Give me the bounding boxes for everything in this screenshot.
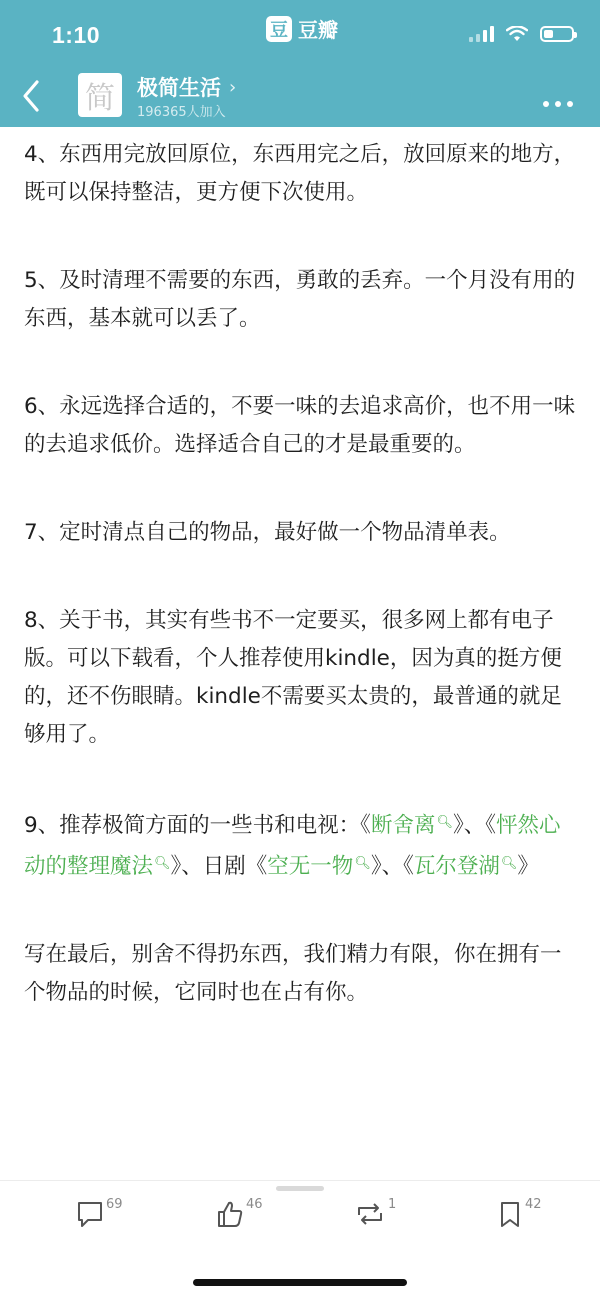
post-content	[24, 136, 580, 1062]
comment-button[interactable]	[76, 1199, 123, 1229]
group-title-link[interactable]	[137, 72, 236, 102]
app-badge	[266, 14, 338, 43]
comment-icon	[76, 1199, 104, 1229]
paragraph-9	[24, 804, 580, 886]
group-title: 极简生活	[137, 76, 221, 100]
collect-count: 42	[525, 1197, 542, 1212]
paragraph-9-sep: 》、日剧《	[170, 854, 268, 879]
chevron-left-icon	[18, 78, 48, 114]
search-icon: 🔍︎	[354, 856, 371, 871]
paragraph-4: 4、东西用完放回原位，东西用完之后，放回原来的地方，既可以保持整洁，更方便下次使用。	[24, 142, 576, 205]
top-header	[0, 0, 600, 127]
book-link-walden[interactable]	[414, 854, 518, 879]
drama-link-kongwuyiwu[interactable]	[267, 854, 371, 879]
book-link-label: 断舍离	[370, 813, 436, 838]
like-count: 46	[246, 1197, 263, 1212]
collect-button[interactable]	[497, 1199, 542, 1229]
more-button[interactable]	[542, 82, 574, 115]
home-indicator[interactable]	[193, 1279, 407, 1286]
drama-link-label: 空无一物	[267, 854, 354, 879]
paragraph-9-suffix: 》	[517, 854, 539, 879]
battery-icon	[540, 26, 574, 42]
book-link-duansheli[interactable]	[371, 813, 453, 838]
bookmark-icon	[497, 1199, 523, 1229]
back-button[interactable]	[18, 78, 48, 114]
search-icon: 🔍︎	[500, 856, 518, 871]
book-link-label: 怦然心动的整理魔法	[24, 813, 561, 879]
paragraph-5: 5、及时清理不需要的东西，勇敢的丢弃。一个月没有用的东西，基本就可以丢了。	[24, 268, 576, 331]
douban-logo-icon: 豆	[266, 16, 292, 42]
paragraph-8: 8、关于书，其实有些书不一定要买，很多网上都有电子版。可以下载看，个人推荐使用kindle，因为真的挺方便的，还不伤眼睛。kindle不需要买太贵的，最普通的就足够用了。	[24, 608, 562, 747]
more-dots-icon	[542, 100, 574, 108]
thumbs-up-icon	[216, 1199, 244, 1229]
reshare-count: 1	[388, 1197, 397, 1212]
like-button[interactable]	[216, 1199, 263, 1229]
status-time: 1:10	[52, 22, 101, 48]
group-member-count: 196365人加入	[137, 105, 226, 120]
chevron-right-icon: ›	[229, 76, 237, 98]
comment-count: 69	[106, 1197, 123, 1212]
book-link-label: 瓦尔登湖	[413, 854, 500, 879]
search-icon: 🔍︎	[436, 815, 453, 830]
status-icons	[469, 26, 574, 42]
search-icon: 🔍︎	[154, 856, 171, 871]
paragraph-6: 6、永远选择合适的，不要一味的去追求高价，也不用一味的去追求低价。选择适合自己的才是最重要的。	[24, 394, 576, 457]
reshare-icon	[354, 1199, 386, 1229]
paragraph-7: 7、定时清点自己的物品，最好做一个物品清单表。	[24, 520, 511, 545]
reshare-button[interactable]	[354, 1199, 396, 1229]
closing-paragraph: 写在最后，别舍不得扔东西，我们精力有限，你在拥有一个物品的时候，它同时也在占有你。	[24, 942, 562, 1005]
wifi-icon	[506, 26, 528, 42]
paragraph-9-sep: 》、《	[452, 813, 496, 838]
paragraph-9-sep: 》、《	[370, 854, 414, 879]
scroll-grabber[interactable]	[276, 1186, 324, 1191]
paragraph-9-prefix: 9、推荐极简方面的一些书和电视：《	[24, 813, 371, 838]
cellular-signal-icon	[469, 26, 494, 42]
group-avatar[interactable]: 简	[78, 73, 122, 117]
app-name: 豆瓣	[298, 18, 338, 42]
